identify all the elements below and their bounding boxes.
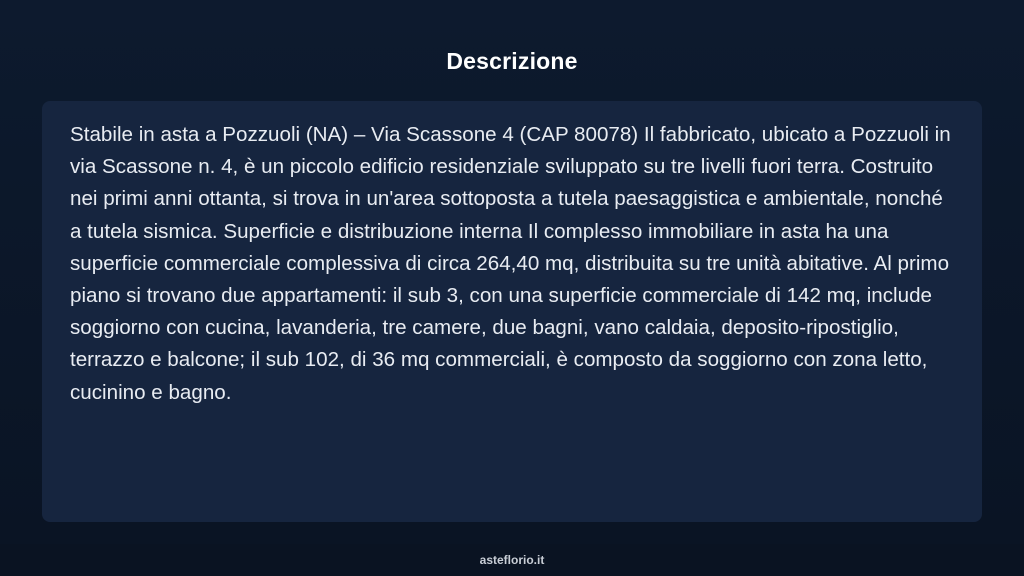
footer-bar (0, 544, 1024, 576)
page-title: Descrizione (446, 48, 578, 74)
description-card (42, 101, 982, 522)
description-text: Stabile in asta a Pozzuoli (NA) – Via Scassone 4 (CAP 80078) Il fabbricato, ubicato a Pozzuoli in via Scassone n. 4, è un piccolo edificio residenziale sviluppato su tre livelli fuori terra. Costruito nei primi anni ottanta, si trova in un'area sottoposta a tutela paesaggistica e ambientale, nonché a tutela sismica. Superficie e distribuzione interna Il complesso immobiliare in asta ha una superficie commerciale complessiva di circa 264,40 mq, distribuita su tre unità abitative. Al primo piano si trovano due appartamenti: il sub 3, con una superficie commerciale di 142 mq, include soggiorno con cucina, lavanderia, tre camere, due bagni, vano caldaia, deposito-ripostiglio, terrazzo e balcone; il sub 102, di 36 mq commerciali, è composto da soggiorno con zona letto, cucinino e bagno. (70, 123, 951, 404)
footer-site-label: asteflorio.it (479, 553, 545, 567)
